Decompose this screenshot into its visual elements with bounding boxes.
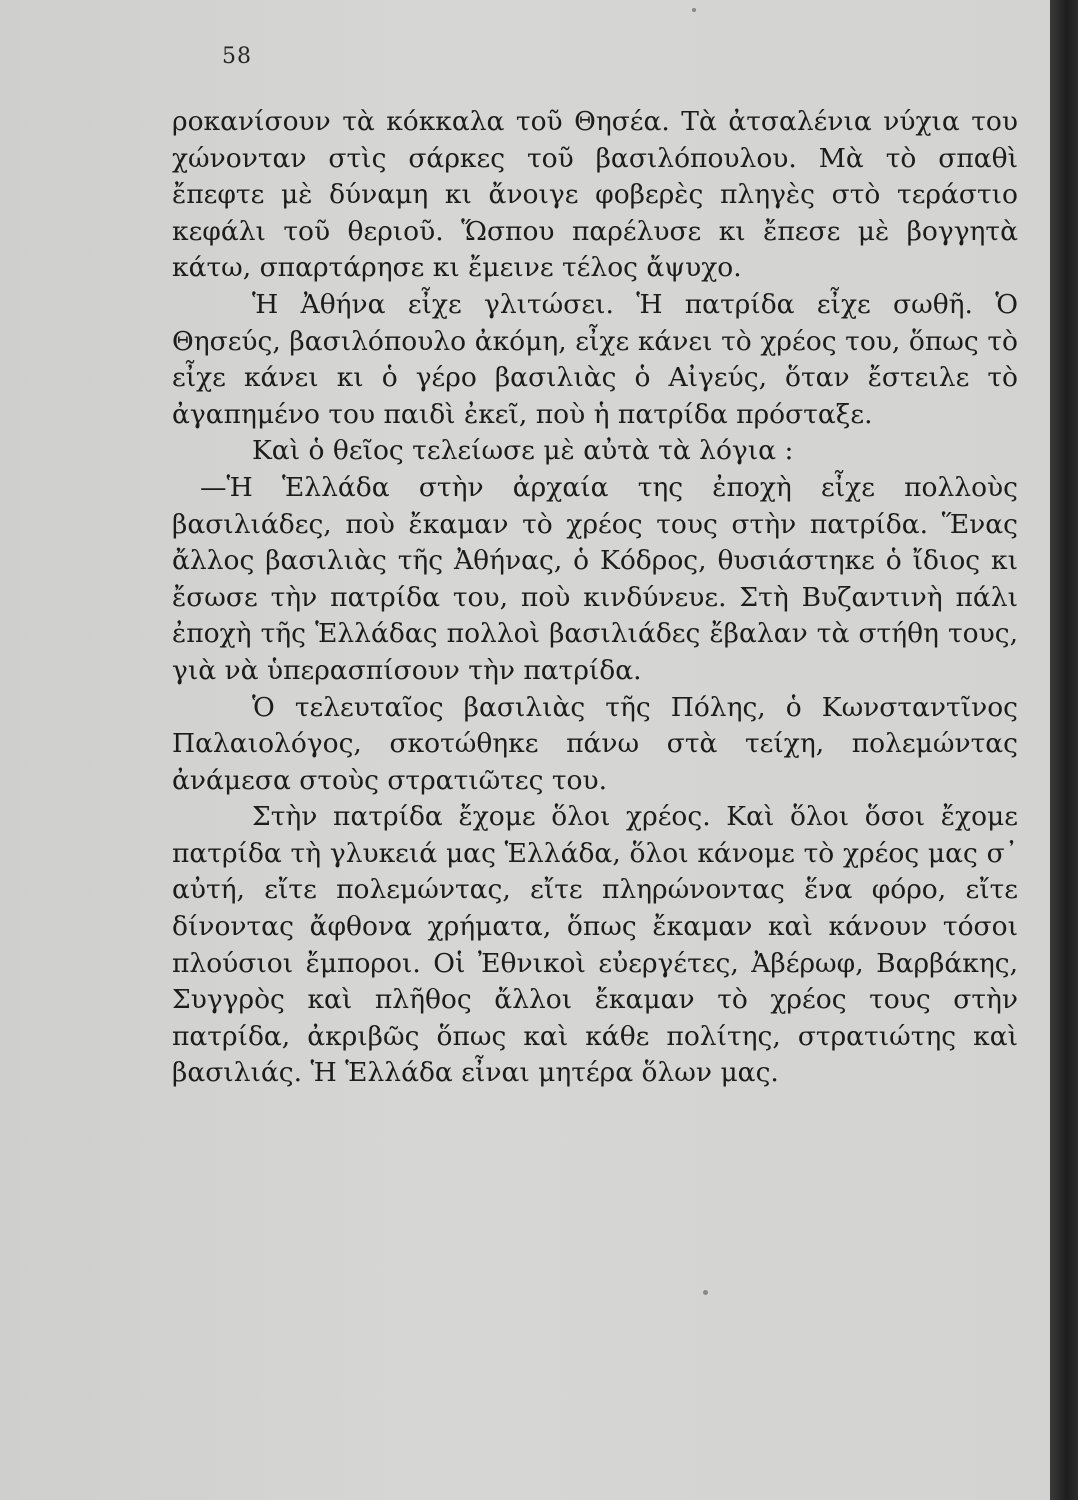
paragraph-6: Στὴν πατρίδα ἔχομε ὅλοι χρέος. Καὶ ὅλοι ὅσοι ἔχομε πατρίδα τὴ γλυκειά μας Ἑλλάδα, ὅλοι κάνομε τὸ χρέος μας σ᾽ αὐτή, εἴτε πολεμώντας, εἴτε πληρώνοντας ἕνα φόρο, εἴτε δίνοντας ἄφθονα χρήματα, ὅπως ἔκαμαν καὶ κάνουν τόσοι πλούσιοι ἔμποροι. Οἱ Ἐθνικοὶ εὐεργέτες, Ἀβέρωφ, Βαρβάκης, Συγγρὸς καὶ πλῆθος ἄλλοι ἔκαμαν τὸ χρέος τους στὴν πατρίδα, ἀκριβῶς ὅπως καὶ κάθε πολίτης, στρατιώτης καὶ βασιλιάς. Ἡ Ἑλλάδα εἶναι μητέρα ὅλων μας. [172,801,1018,1089]
paragraph-3: Καὶ ὁ θεῖος τελείωσε μὲ αὐτὰ τὰ λόγια : [252,435,794,467]
page-number: 58 [222,44,252,69]
body-text [172,104,1018,1092]
paragraph-4: —Ἡ Ἑλλάδα στὴν ἀρχαία της ἐποχὴ εἶχε πολλοὺς βασιλιάδες, ποὺ ἔκαμαν τὸ χρέος τους στὴν πατρίδα. Ἕνας ἄλλος βασιλιὰς τῆς Ἀθήνας, ὁ Κόδρος, θυσιάστηκε ὁ ἴδιος κι ἔσωσε τὴν πατρίδα του, ποὺ κινδύνευε. Στὴ Βυζαντινὴ πάλι ἐποχὴ τῆς Ἑλλάδας πολλοὶ βασιλιάδες ἔβαλαν τὰ στήθη τους, γιὰ νὰ ὑπερασπίσουν τὴν πατρίδα. [172,471,1018,686]
paragraph-5: Ὁ τελευταῖος βασιλιὰς τῆς Πόλης, ὁ Κωνσταντῖνος Παλαιολόγος, σκοτώθηκε πάνω στὰ τείχη, πολεμώντας ἀνάμεσα στοὺς στρατιῶτες του. [172,691,1018,796]
paper-speck [703,1290,708,1295]
paper-speck [692,8,696,12]
paragraph-2: Ἡ Ἀθήνα εἶχε γλιτώσει. Ἡ πατρίδα εἶχε σωθῆ. Ὁ Θησεύς, βασιλόπουλο ἀκόμη, εἶχε κάνει τὸ χρέος του, ὅπως τὸ εἶχε κάνει κι ὁ γέρο βασιλιὰς ὁ Αἰγεύς, ὅταν ἔστειλε τὸ ἀγαπημένο του παιδὶ ἐκεῖ, ποὺ ἡ πατρίδα πρόσταξε. [172,288,1018,430]
paragraph-1: ροκανίσουν τὰ κόκκαλα τοῦ Θησέα. Τὰ ἀτσαλένια νύχια του χώνονταν στὶς σάρκες τοῦ βασιλόπουλου. Μὰ τὸ σπαθὶ ἔπεφτε μὲ δύναμη κι ἄνοιγε φοβερὲς πληγὲς στὸ τεράστιο κεφάλι τοῦ θεριοῦ. Ὥσπου παρέλυσε κι ἔπεσε μὲ βογγητὰ κάτω, σπαρτάρησε κι ἔμεινε τέλος ἄψυχο. [172,106,1018,284]
page-edge-shadow [1050,0,1078,1500]
